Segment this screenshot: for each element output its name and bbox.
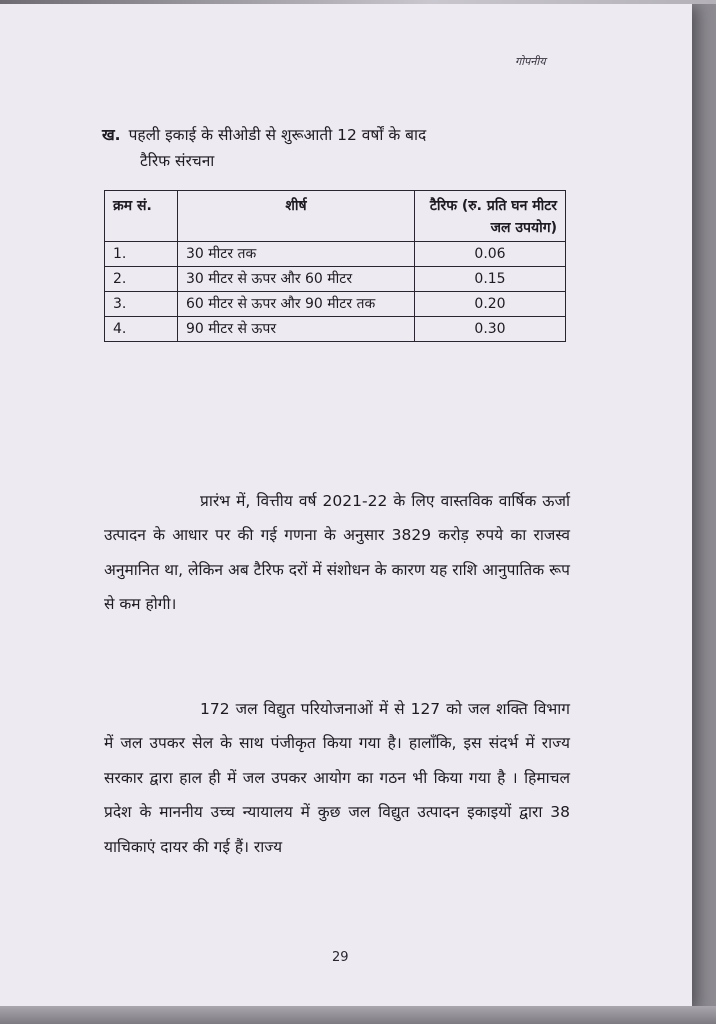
row-head: 30 मीटर से ऊपर और 60 मीटर bbox=[178, 267, 415, 292]
page-number: 29 bbox=[332, 950, 349, 965]
head-header: शीर्ष bbox=[178, 191, 415, 242]
row-rate: 0.06 bbox=[415, 242, 566, 267]
table-header-row bbox=[105, 191, 566, 242]
serial-header: क्रम सं. bbox=[105, 191, 178, 242]
table-row bbox=[105, 267, 566, 292]
table-row bbox=[105, 292, 566, 317]
row-serial: 2. bbox=[105, 267, 178, 292]
page-bottom-shadow bbox=[0, 1006, 716, 1024]
table-row bbox=[105, 317, 566, 342]
row-head: 30 मीटर तक bbox=[178, 242, 415, 267]
tariff-table bbox=[104, 190, 566, 342]
row-head: 60 मीटर से ऊपर और 90 मीटर तक bbox=[178, 292, 415, 317]
row-head: 90 मीटर से ऊपर bbox=[178, 317, 415, 342]
confidential-label: गोपनीय bbox=[515, 55, 546, 68]
paragraph-revenue: प्रारंभ में, वित्तीय वर्ष 2021-22 के लिए वास्तविक वार्षिक ऊर्जा उत्पादन के आधार पर की गई गणना के अनुसार 3829 करोड़ रुपये का राजस्व अनुमानित था, लेकिन अब टैरिफ दरों में संशोधन के कारण यह राशि आनुपातिक रूप से कम होगी। bbox=[104, 491, 570, 613]
row-serial: 1. bbox=[105, 242, 178, 267]
paragraph-projects: 172 जल विद्युत परियोजनाओं में से 127 को जल शक्ति विभाग में जल उपकर सेल के साथ पंजीकृत किया गया है। हालाँकि, इस संदर्भ में राज्य सरकार द्वारा हाल ही में जल उपकर आयोग का गठन भी किया गया है । हिमाचल प्रदेश के माननीय उच्च न्यायालय में कुछ जल विद्युत उत्पादन इकाइयों द्वारा 38 याचिकाएं दायर की गई हैं। राज्य bbox=[104, 699, 570, 856]
row-serial: 3. bbox=[105, 292, 178, 317]
table-row bbox=[105, 242, 566, 267]
row-rate: 0.30 bbox=[415, 317, 566, 342]
section-title-line2: टैरिफ संरचना bbox=[140, 152, 215, 170]
row-serial: 4. bbox=[105, 317, 178, 342]
page-top-edge bbox=[0, 0, 716, 4]
row-rate: 0.20 bbox=[415, 292, 566, 317]
section-title-line1: पहली इकाई के सीओडी से शुरूआती 12 वर्षों के बाद bbox=[128, 126, 427, 144]
section-marker: ख. bbox=[102, 126, 121, 144]
tariff-header: टैरिफ (रु. प्रति घन मीटर जल उपयोग) bbox=[415, 191, 566, 242]
section-heading bbox=[102, 122, 572, 174]
row-rate: 0.15 bbox=[415, 267, 566, 292]
